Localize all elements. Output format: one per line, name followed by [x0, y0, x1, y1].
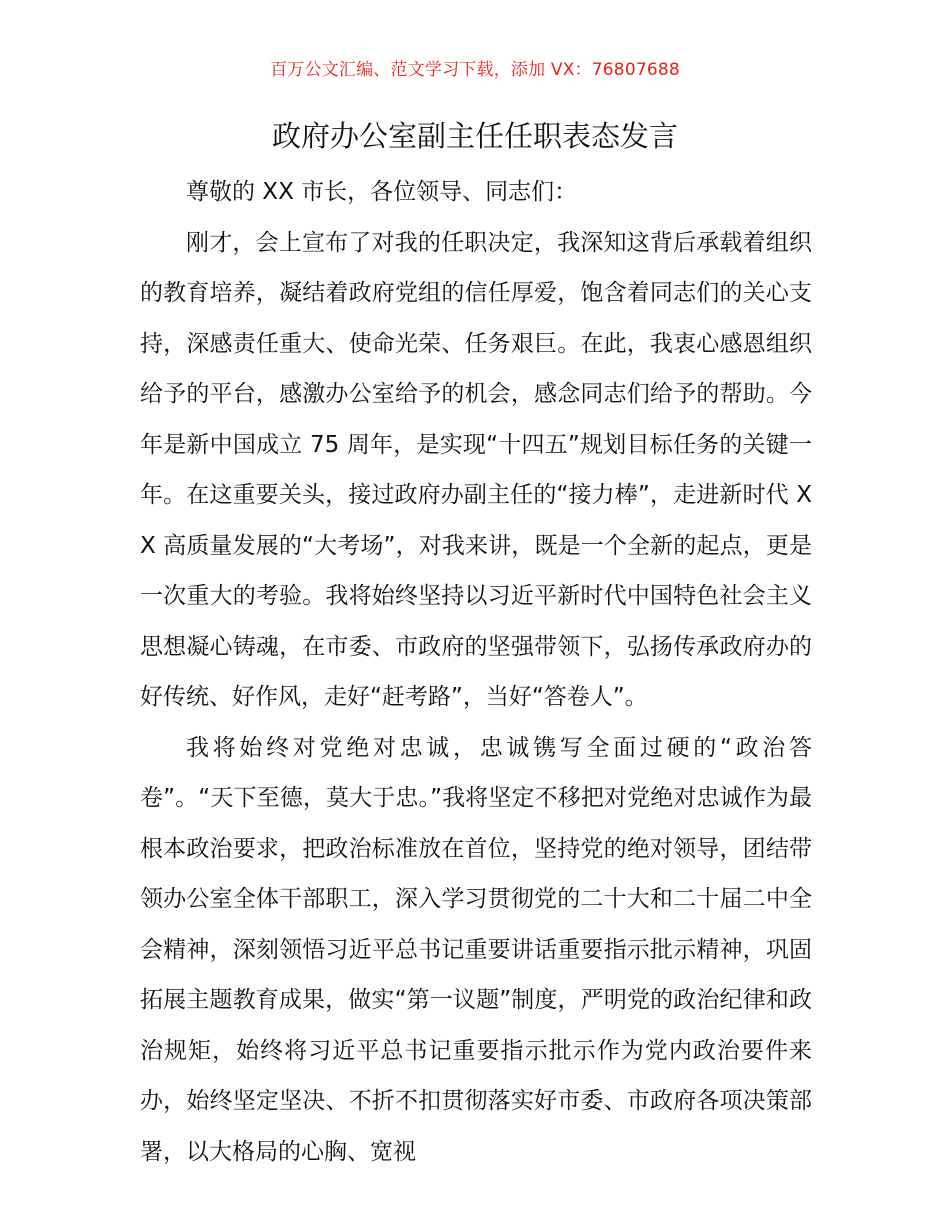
- document-title: 政府办公室副主任任职表态发言: [271, 119, 678, 153]
- paragraph-1: 刚才，会上宣布了对我的任职决定，我深知这背后承载着组织的教育培养，凝结着政府党组的信任厚爱，饱含着同志们的关心支持，深感责任重大、使命光荣、任务艰巨。在此，我衷心感恩组织给予的平台，感激办公室给予的机会，感念同志们给予的帮助。今年是新中国成立 75 周年，是实现“十四五”规划目标任务的关键一年。在这重要关头，接过政府办副主任的“接力棒”，走进新时代 XX 高质量发展的“大考场”，对我来讲，既是一个全新的起点，更是一次重大的考验。我将始终坚持以习近平新时代中国特色社会主义思想凝心铸魂，在市委、市政府的坚强带领下，弘扬传承政府办的好传统、好作风，走好“赶考路”，当好“答卷人”。: [140, 229, 812, 710]
- document-body: [140, 167, 812, 1177]
- salutation: 尊敬的 XX 市长，各位领导、同志们：: [186, 179, 578, 205]
- paragraph-2: 我将始终对党绝对忠诚，忠诚镌写全面过硬的“政治答卷”。“天下至德，莫大于忠。”我将坚定不移把对党绝对忠诚作为最根本政治要求，把政治标准放在首位，坚持党的绝对领导，团结带领办公室全体干部职工，深入学习贯彻党的二十大和二十届二中全会精神，深刻领悟习近平总书记重要讲话重要指示批示精神，巩固拓展主题教育成果，做实“第一议题”制度，严明党的政治纪律和政治规矩，始终将习近平总书记重要指示批示作为党内政治要件来办，始终坚定坚决、不折不扣贯彻落实好市委、市政府各项决策部署，以大格局的心胸、宽视: [140, 734, 812, 1165]
- header-watermark-note: 百万公文汇编、范文学习下载，添加 VX：76807688: [270, 60, 680, 80]
